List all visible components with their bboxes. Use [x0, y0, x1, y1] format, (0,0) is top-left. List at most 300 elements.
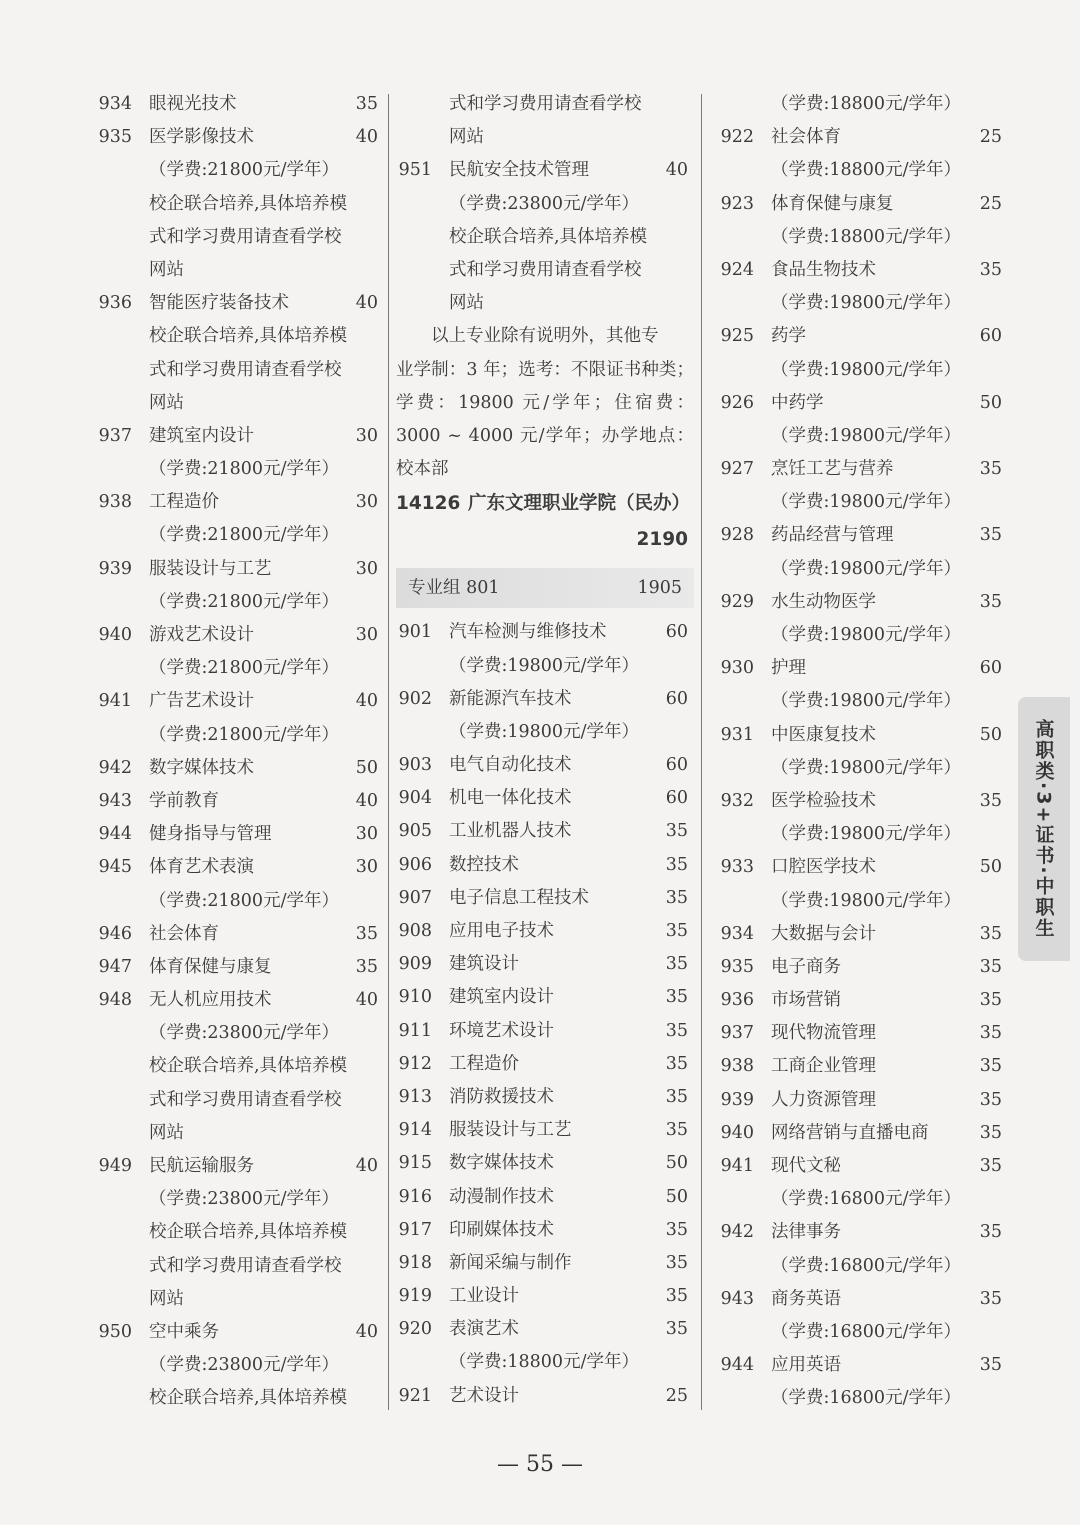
major-name: 口腔医学技术 — [771, 857, 876, 878]
major-group-name: 专业组 801 — [408, 578, 500, 599]
entry-note-line — [96, 1283, 384, 1316]
major-code: 940 — [98, 625, 132, 645]
major-code: 944 — [98, 824, 132, 845]
major-entry — [96, 287, 384, 320]
entry-note-text: （学费:21800元/学年） — [149, 525, 339, 546]
major-name: 学前教育 — [149, 790, 219, 811]
entry-note-line — [396, 88, 694, 121]
major-code: 942 — [98, 757, 132, 778]
major-quota: 30 — [355, 558, 378, 579]
major-entry — [396, 616, 694, 649]
major-quota: 35 — [665, 1086, 688, 1107]
major-code: 913 — [398, 1086, 432, 1107]
major-quota: 40 — [355, 790, 378, 811]
major-quota: 35 — [665, 954, 688, 975]
major-code: 936 — [720, 990, 754, 1011]
major-entry — [718, 1216, 1008, 1249]
entry-note-text: （学费:19800元/学年） — [771, 824, 961, 845]
major-quota: 35 — [979, 459, 1002, 480]
entry-note-line — [718, 818, 1008, 851]
entry-note-line — [396, 254, 694, 287]
major-quota: 35 — [665, 1286, 688, 1307]
major-code: 942 — [720, 1222, 754, 1243]
entry-note-line — [396, 1346, 694, 1379]
major-entry — [396, 1214, 694, 1247]
major-code: 910 — [398, 987, 432, 1008]
major-code: 904 — [398, 788, 432, 809]
major-code: 922 — [720, 127, 754, 148]
major-quota: 25 — [979, 193, 1002, 214]
major-entry — [396, 815, 694, 848]
major-code: 934 — [720, 923, 754, 944]
entry-note-line — [96, 719, 384, 752]
major-name: 烹饪工艺与营养 — [771, 459, 894, 480]
major-entry — [396, 749, 694, 782]
major-entry — [718, 254, 1008, 287]
major-code: 933 — [720, 857, 754, 878]
major-code: 924 — [720, 259, 754, 280]
major-entry — [396, 154, 694, 187]
major-name: 新能源汽车技术 — [449, 688, 572, 709]
major-quota: 60 — [979, 326, 1002, 347]
entry-note-text: （学费:16800元/学年） — [771, 1189, 961, 1210]
column-divider — [388, 94, 389, 1410]
major-name: 服装设计与工艺 — [149, 558, 272, 579]
entry-note-text: 式和学习费用请查看学校 — [149, 1089, 342, 1110]
major-name: 医学影像技术 — [149, 127, 254, 148]
major-quota: 35 — [355, 94, 378, 114]
major-name: 民航安全技术管理 — [449, 160, 589, 181]
major-code: 912 — [398, 1053, 432, 1074]
entry-note-text: 校企联合培养,具体培养模 — [149, 326, 348, 347]
entry-note-text: （学费:19800元/学年） — [771, 757, 961, 778]
note-rest: 业学制：3 年；选考：不限证书种类；学费：19800 元/学年；住宿费：3000 ~ 4000 元/学年；办学地点：校本部 — [396, 359, 694, 480]
column-2-major-list — [396, 616, 694, 1413]
major-entry — [718, 320, 1008, 353]
major-name: 法律事务 — [771, 1222, 841, 1243]
major-name: 工程造价 — [149, 492, 219, 513]
major-entry — [96, 1316, 384, 1349]
major-name: 数字媒体技术 — [449, 1153, 554, 1174]
major-code: 909 — [398, 954, 432, 975]
entry-note-text: （学费:19800元/学年） — [771, 625, 961, 645]
major-name: 游戏艺术设计 — [149, 625, 254, 645]
major-code: 940 — [720, 1122, 754, 1143]
institution-header — [396, 486, 694, 522]
major-code: 941 — [98, 691, 132, 712]
major-name: 建筑室内设计 — [449, 987, 554, 1008]
entry-note-text: （学费:23800元/学年） — [149, 1355, 339, 1376]
major-code: 917 — [398, 1219, 432, 1240]
entry-note-line — [96, 1117, 384, 1150]
major-quota: 35 — [665, 1219, 688, 1240]
major-name: 数控技术 — [449, 854, 519, 875]
major-code: 902 — [398, 688, 432, 709]
entry-note-line — [96, 1183, 384, 1216]
major-name: 药品经营与管理 — [771, 525, 894, 546]
major-quota: 30 — [355, 824, 378, 845]
major-entry — [718, 951, 1008, 984]
major-entry — [96, 984, 384, 1017]
major-name: 印刷媒体技术 — [449, 1219, 554, 1240]
major-quota: 35 — [665, 821, 688, 842]
entry-note-line — [96, 221, 384, 254]
major-quota: 35 — [979, 591, 1002, 612]
entry-note-line — [96, 154, 384, 187]
major-quota: 35 — [665, 887, 688, 908]
major-entry — [396, 1247, 694, 1280]
entry-note-line — [396, 221, 694, 254]
major-entry — [96, 918, 384, 951]
entry-note-text: 网站 — [149, 1288, 184, 1309]
entry-note-text: （学费:21800元/学年） — [149, 459, 339, 480]
major-entry — [396, 1015, 694, 1048]
major-quota: 35 — [355, 956, 378, 977]
entry-note-text: （学费:21800元/学年） — [149, 658, 339, 679]
major-quota: 40 — [355, 990, 378, 1011]
major-code: 939 — [720, 1089, 754, 1110]
institution-total: 2190 — [636, 529, 688, 551]
major-quota: 50 — [355, 757, 378, 778]
entry-note-line — [396, 716, 694, 749]
major-quota: 35 — [979, 1122, 1002, 1143]
entry-note-text: （学费:21800元/学年） — [149, 890, 339, 911]
entry-note-line — [718, 221, 1008, 254]
major-code: 951 — [398, 160, 432, 181]
major-name: 健身指导与管理 — [149, 824, 272, 845]
major-code: 906 — [398, 854, 432, 875]
major-entry — [396, 1081, 694, 1114]
major-name: 商务英语 — [771, 1288, 841, 1309]
entry-note-text: 校企联合培养,具体培养模 — [449, 226, 648, 247]
entry-note-text: （学费:18800元/学年） — [449, 1352, 639, 1373]
major-entry — [718, 984, 1008, 1017]
major-quota: 40 — [355, 127, 378, 148]
major-name: 电子信息工程技术 — [449, 887, 589, 908]
major-name: 中药学 — [771, 392, 824, 413]
major-name: 水生动物医学 — [771, 591, 876, 612]
entry-note-text: 式和学习费用请查看学校 — [149, 1255, 342, 1276]
entry-note-text: （学费:16800元/学年） — [771, 1388, 961, 1409]
entry-note-text: （学费:23800元/学年） — [149, 1189, 339, 1210]
major-code: 948 — [98, 990, 132, 1011]
major-code: 944 — [720, 1355, 754, 1376]
entry-note-line — [718, 154, 1008, 187]
major-name: 工业设计 — [449, 1286, 519, 1307]
major-name: 食品生物技术 — [771, 259, 876, 280]
entry-note-line — [96, 188, 384, 221]
major-quota: 60 — [665, 622, 688, 643]
major-name: 医学检验技术 — [771, 790, 876, 811]
major-name: 工程造价 — [449, 1053, 519, 1074]
major-name: 表演艺术 — [449, 1319, 519, 1340]
entry-note-line — [96, 453, 384, 486]
institution-name: 广东文理职业学院（民办） — [468, 493, 691, 515]
major-code: 901 — [398, 622, 432, 643]
major-code: 911 — [398, 1020, 432, 1041]
major-code: 950 — [98, 1321, 132, 1342]
entry-note-text: 网站 — [149, 259, 184, 280]
major-entry — [718, 1084, 1008, 1117]
major-entry — [396, 915, 694, 948]
major-name: 汽车检测与维修技术 — [449, 622, 607, 643]
entry-note-text: （学费:19800元/学年） — [771, 492, 961, 513]
major-entry — [96, 88, 384, 121]
column-3 — [718, 88, 1008, 1416]
major-name: 环境艺术设计 — [449, 1020, 554, 1041]
entry-note-text: （学费:21800元/学年） — [149, 591, 339, 612]
major-name: 大数据与会计 — [771, 923, 876, 944]
entry-note-text: （学费:19800元/学年） — [771, 691, 961, 712]
major-entry — [96, 951, 384, 984]
major-entry — [96, 752, 384, 785]
major-name: 现代物流管理 — [771, 1023, 876, 1044]
major-quota: 60 — [979, 658, 1002, 679]
major-name: 无人机应用技术 — [149, 990, 272, 1011]
entry-note-line — [96, 1050, 384, 1083]
major-name: 网络营销与直播电商 — [771, 1122, 929, 1143]
major-quota: 50 — [665, 1153, 688, 1174]
major-entry — [718, 719, 1008, 752]
major-code: 920 — [398, 1319, 432, 1340]
entry-note-line — [718, 354, 1008, 387]
entry-note-text: 网站 — [149, 1122, 184, 1143]
major-code: 929 — [720, 591, 754, 612]
major-quota: 35 — [665, 987, 688, 1008]
major-name: 眼视光技术 — [149, 94, 237, 114]
major-quota: 35 — [665, 854, 688, 875]
major-entry — [718, 1017, 1008, 1050]
major-entry — [718, 918, 1008, 951]
major-entry — [718, 121, 1008, 154]
major-code: 943 — [98, 790, 132, 811]
entry-note-line — [96, 1250, 384, 1283]
major-entry — [96, 818, 384, 851]
major-code: 926 — [720, 392, 754, 413]
major-entry — [96, 785, 384, 818]
major-quota: 35 — [979, 923, 1002, 944]
major-quota: 35 — [979, 790, 1002, 811]
major-name: 建筑室内设计 — [149, 425, 254, 446]
entry-note-text: 校企联合培养,具体培养模 — [149, 1056, 348, 1077]
major-quota: 35 — [979, 990, 1002, 1011]
major-code: 935 — [98, 127, 132, 148]
major-code: 923 — [720, 193, 754, 214]
entry-note-line — [96, 320, 384, 353]
entry-note-line — [96, 254, 384, 287]
entry-note-text: 式和学习费用请查看学校 — [449, 94, 642, 114]
major-quota: 40 — [355, 1156, 378, 1176]
entry-note-line — [718, 685, 1008, 718]
major-quota: 35 — [355, 923, 378, 944]
entry-note-text: （学费:19800元/学年） — [771, 890, 961, 911]
major-code: 930 — [720, 658, 754, 679]
entry-note-line — [396, 287, 694, 320]
major-entry — [96, 619, 384, 652]
major-name: 服装设计与工艺 — [449, 1120, 572, 1141]
entry-note-line — [96, 652, 384, 685]
major-quota: 35 — [979, 1222, 1002, 1243]
entry-note-line — [96, 885, 384, 918]
major-entry — [96, 851, 384, 884]
major-quota: 60 — [665, 755, 688, 776]
major-quota: 60 — [665, 788, 688, 809]
major-quota: 35 — [979, 1355, 1002, 1376]
major-name: 机电一体化技术 — [449, 788, 572, 809]
entry-note-line — [718, 1183, 1008, 1216]
major-quota: 35 — [979, 1156, 1002, 1176]
major-code: 918 — [398, 1252, 432, 1273]
major-quota: 35 — [979, 525, 1002, 546]
entry-note-line — [96, 1349, 384, 1382]
major-code: 919 — [398, 1286, 432, 1307]
major-code: 935 — [720, 956, 754, 977]
major-quota: 25 — [979, 127, 1002, 148]
major-quota: 60 — [665, 688, 688, 709]
entry-note-text: （学费:18800元/学年） — [771, 94, 961, 114]
entry-note-line — [96, 1017, 384, 1050]
major-quota: 30 — [355, 857, 378, 878]
major-code: 915 — [398, 1153, 432, 1174]
entry-note-text: 式和学习费用请查看学校 — [149, 359, 342, 380]
major-code: 921 — [398, 1385, 432, 1406]
major-name: 智能医疗装备技术 — [149, 293, 289, 314]
entry-note-text: （学费:21800元/学年） — [149, 160, 339, 181]
major-quota: 35 — [979, 1056, 1002, 1077]
entry-note-text: （学费:16800元/学年） — [771, 1255, 961, 1276]
entry-note-text: （学费:18800元/学年） — [771, 226, 961, 247]
major-name: 体育艺术表演 — [149, 857, 254, 878]
entry-note-line — [718, 885, 1008, 918]
major-entry — [396, 1048, 694, 1081]
entry-note-text: （学费:23800元/学年） — [449, 193, 639, 214]
major-quota: 50 — [979, 857, 1002, 878]
major-name: 护理 — [771, 658, 806, 679]
major-name: 电气自动化技术 — [449, 755, 572, 776]
major-code: 937 — [720, 1023, 754, 1044]
major-name: 民航运输服务 — [149, 1156, 254, 1176]
entry-note-text: （学费:19800元/学年） — [449, 721, 639, 742]
entry-note-line — [96, 1084, 384, 1117]
major-entry — [96, 1150, 384, 1183]
major-entry — [396, 948, 694, 981]
major-name: 数字媒体技术 — [149, 757, 254, 778]
entry-note-text: （学费:19800元/学年） — [771, 558, 961, 579]
major-code: 931 — [720, 724, 754, 745]
major-code: 905 — [398, 821, 432, 842]
entry-note-line — [96, 387, 384, 420]
entry-note-line — [96, 354, 384, 387]
major-name: 应用电子技术 — [449, 921, 554, 942]
major-entry — [396, 882, 694, 915]
major-name: 现代文秘 — [771, 1156, 841, 1176]
major-code: 945 — [98, 857, 132, 878]
entry-note-text: （学费:19800元/学年） — [771, 425, 961, 446]
major-name: 工业机器人技术 — [449, 821, 572, 842]
entry-note-line — [396, 650, 694, 683]
major-quota: 50 — [979, 392, 1002, 413]
entry-note-text: 网站 — [149, 392, 184, 413]
major-entry — [718, 1150, 1008, 1183]
major-name: 人力资源管理 — [771, 1089, 876, 1110]
major-code: 934 — [98, 94, 132, 114]
major-code: 927 — [720, 459, 754, 480]
major-entry — [96, 486, 384, 519]
major-entry — [718, 519, 1008, 552]
entry-note-line — [718, 287, 1008, 320]
major-entry — [718, 453, 1008, 486]
entry-note-line — [718, 486, 1008, 519]
major-name: 电子商务 — [771, 956, 841, 977]
institution-code: 14126 — [396, 493, 461, 515]
major-entry — [718, 586, 1008, 619]
major-quota: 30 — [355, 425, 378, 446]
major-quota: 35 — [665, 1252, 688, 1273]
major-quota: 25 — [665, 1385, 688, 1406]
major-code: 916 — [398, 1186, 432, 1207]
major-code: 947 — [98, 956, 132, 977]
major-entry — [718, 1117, 1008, 1150]
major-group-bar — [396, 568, 694, 608]
major-code: 939 — [98, 558, 132, 579]
entry-note-line — [96, 586, 384, 619]
column-1 — [96, 88, 384, 1416]
major-code: 943 — [720, 1288, 754, 1309]
major-code: 907 — [398, 887, 432, 908]
major-entry — [718, 387, 1008, 420]
major-quota: 35 — [979, 1023, 1002, 1044]
entry-note-text: （学费:18800元/学年） — [771, 160, 961, 181]
side-tab-label: 高职类·3+证书·中职生 — [1032, 719, 1055, 939]
major-entry — [396, 1147, 694, 1180]
major-entry — [718, 1050, 1008, 1083]
entry-note-text: 校企联合培养,具体培养模 — [149, 1222, 348, 1243]
major-entry — [718, 652, 1008, 685]
entry-note-line — [718, 1382, 1008, 1415]
major-code: 938 — [720, 1056, 754, 1077]
major-entry — [396, 683, 694, 716]
major-quota: 30 — [355, 492, 378, 513]
major-entry — [396, 849, 694, 882]
major-entry — [96, 553, 384, 586]
entry-note-text: （学费:19800元/学年） — [771, 293, 961, 314]
major-code: 925 — [720, 326, 754, 347]
entry-note-text: 校企联合培养,具体培养模 — [149, 193, 348, 214]
major-code: 941 — [720, 1156, 754, 1176]
major-entry — [718, 851, 1008, 884]
major-quota: 35 — [979, 259, 1002, 280]
entry-note-text: 校企联合培养,具体培养模 — [149, 1388, 348, 1409]
note-first-line: 以上专业除有说明外，其他专 — [431, 326, 659, 347]
major-entry — [718, 1349, 1008, 1382]
major-quota: 30 — [355, 625, 378, 645]
entry-note-line — [718, 553, 1008, 586]
major-quota: 35 — [665, 1120, 688, 1141]
major-entry — [396, 1280, 694, 1313]
major-code: 928 — [720, 525, 754, 546]
major-name: 社会体育 — [149, 923, 219, 944]
major-entry — [718, 188, 1008, 221]
major-name: 消防救援技术 — [449, 1086, 554, 1107]
major-entry — [396, 1380, 694, 1413]
major-name: 空中乘务 — [149, 1321, 219, 1342]
column-2-continued-entries — [396, 88, 694, 320]
major-entry — [396, 1181, 694, 1214]
major-quota: 50 — [665, 1186, 688, 1207]
major-quota: 40 — [665, 160, 688, 181]
major-quota: 35 — [979, 1089, 1002, 1110]
major-entry — [96, 420, 384, 453]
